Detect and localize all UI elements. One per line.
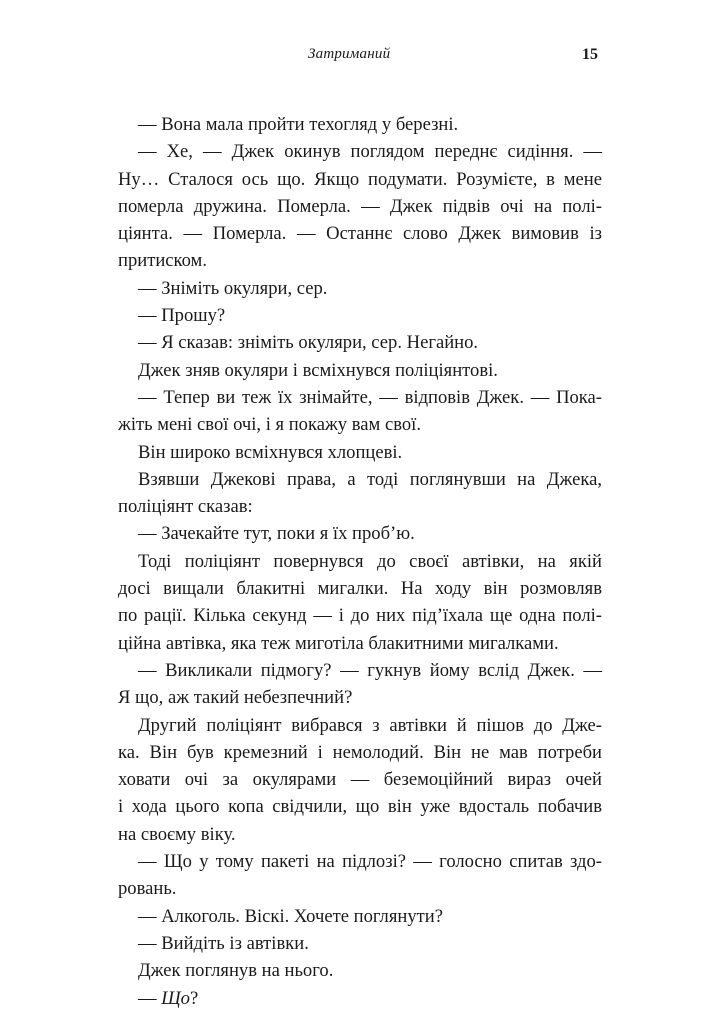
text-line: на своєму віку.: [118, 823, 236, 845]
body-text: [118, 111, 602, 1012]
text-line: Тоді поліціянт повернувся до своєї автівки, на якій: [138, 550, 602, 572]
text-line: — Я сказав: зніміть окуляри, сер. Негайно.: [138, 332, 479, 354]
text-line: Я що, аж такий небезпечний?: [118, 687, 353, 709]
text-line: Він широко всміхнувся хлопцеві.: [138, 441, 403, 463]
text-line: досі вищали блакитні мигалки. На ходу він розмовляв: [118, 578, 602, 600]
text-line: Джек зняв окуляри і всміхнувся поліціянтові.: [138, 359, 498, 381]
question-mark: ?: [189, 987, 199, 1009]
text-line: — Що у тому пакеті на підлозі? — голосно спитав здо-: [138, 851, 602, 873]
text-line: притиском.: [118, 250, 207, 272]
italic-word: Що: [161, 987, 190, 1009]
text-line: поліціянт сказав:: [118, 496, 253, 518]
text-line: — Алкоголь. Віскі. Хочете поглянути?: [138, 905, 443, 927]
text-line: жіть мені свої очі, і я покажу вам свої.: [118, 414, 421, 436]
text-line: по рації. Кілька секунд — і до них під’їхала ще одна полі-: [118, 605, 602, 627]
running-head: [118, 46, 598, 70]
dash: —: [138, 987, 162, 1009]
text-line: — Тепер ви теж їх знімайте, — відповів Джек. — Пока-: [138, 386, 602, 408]
text-line: Взявши Джекові права, а тоді поглянувши на Джека,: [138, 468, 602, 490]
text-line: ховати очі за окулярами — беземоційний вираз очей: [118, 769, 602, 791]
text-line: — Прошу?: [138, 305, 226, 327]
running-title: Затриманий: [308, 46, 391, 62]
text-line: — Вона мала пройти техогляд у березні.: [138, 114, 459, 135]
text-line: ровань.: [118, 878, 177, 900]
text-line: Другий поліціянт вибрався з автівки й пішов до Дже-: [138, 714, 602, 736]
text-line: ка. Він був кремезний і немолодий. Він не мав потреби: [118, 741, 602, 763]
text-line: ційна автівка, яка теж миготіла блакитними мигалками.: [118, 632, 559, 654]
text-line-final: [118, 985, 602, 1012]
text-line: — Викликали підмогу? — гукнув йому вслід Джек. —: [138, 659, 602, 681]
text-line: Ну… Сталося ось що. Якщо подумати. Розумієте, в мене: [118, 168, 602, 190]
text-line: Джек поглянув на нього.: [138, 960, 334, 982]
text-line: померла дружина. Померла. — Джек підвів очі на полі-: [118, 195, 602, 217]
text-line: — Хе, — Джек окинув поглядом переднє сидіння. —: [138, 141, 602, 163]
page-number: 15: [582, 46, 598, 63]
text-line: — Зачекайте тут, поки я їх проб’ю.: [138, 523, 415, 545]
text-line: — Вийдіть із автівки.: [138, 932, 309, 954]
text-line: ціянта. — Померла. — Останнє слово Джек вимовив із: [118, 223, 602, 245]
text-line: — Зніміть окуляри, сер.: [138, 277, 328, 299]
text-line: і хода цього копа свідчили, що він уже вдосталь побачив: [118, 796, 602, 818]
